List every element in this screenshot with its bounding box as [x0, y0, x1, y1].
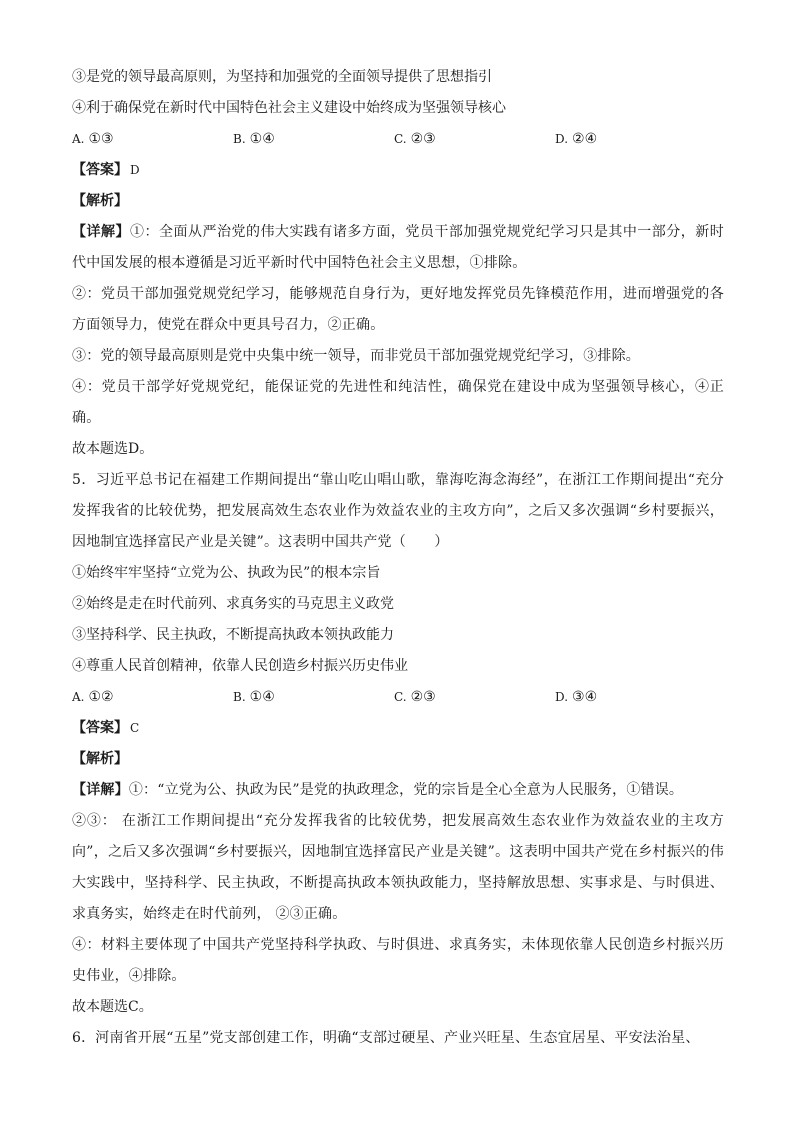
q5-detail-3: ④：材料主要体现了中国共产党坚持科学执政、与时俱进、求真务实，未体现依靠人民创造乡村振兴历史伟业，④排除。 [72, 937, 724, 984]
q5-option-c: C. ②③ [394, 689, 436, 705]
q5-options [72, 682, 724, 713]
q4-answer [72, 155, 724, 186]
q4-analysis-heading: 【解析】 [72, 193, 128, 209]
q5-analysis-heading: 【解析】 [72, 751, 128, 767]
answer-tag: 【答案】 [72, 720, 128, 736]
q4-option-b: B. ①④ [233, 131, 275, 147]
q4-item-4: ④利于确保党在新时代中国特色社会主义建设中始终成为坚强领导核心 [72, 100, 506, 116]
answer-tag: 【答案】 [72, 162, 128, 178]
q4-detail-4: ④：党员干部学好党规党纪，能保证党的先进性和纯洁性，确保党在建设中成为坚强领导核心，④正确。 [72, 379, 724, 426]
q5-option-a: A. ①② [72, 689, 114, 705]
q4-conclusion: 故本题选D。 [72, 441, 154, 457]
q4-option-c: C. ②③ [394, 131, 436, 147]
q4-options [72, 124, 724, 155]
q5-stem: 5．习近平总书记在福建工作期间提出“靠山吃山唱山歌，靠海吃海念海经”，在浙江工作期间提出“充分发挥我省的比较优势，把发展高效生态农业作为效益农业的主攻方向”，之后又多次强调“乡村要振兴，因地制宜选择富民产业是关键”。这表明中国共产党（ ） [72, 472, 724, 550]
q4-item-3: ③是党的领导最高原则，为坚持和加强党的全面领导提供了思想指引 [72, 69, 492, 85]
q6-stem: 6．河南省开展“五星”党支部创建工作，明确“支部过硬星、产业兴旺星、生态宜居星、平安法治星、 [72, 1030, 700, 1046]
q5-option-b: B. ①④ [233, 689, 275, 705]
answer-value: C [130, 721, 140, 735]
q5-item-3: ③坚持科学、民主执政，不断提高执政本领执政能力 [72, 627, 394, 643]
q4-detail-2: ②：党员干部加强党规党纪学习，能够规范自身行为，更好地发挥党员先锋模范作用，进而增强党的各方面领导力，使党在群众中更具号召力，②正确。 [72, 286, 724, 333]
q4-detail-1: 【详解】①：全面从严治党的伟大实践有诸多方面，党员干部加强党规党纪学习只是其中一部分，新时代中国发展的根本遵循是习近平新时代中国特色社会主义思想，①排除。 [72, 224, 724, 271]
answer-value: D [130, 163, 140, 177]
q5-conclusion: 故本题选C。 [72, 999, 153, 1015]
q5-option-d: D. ③④ [555, 689, 598, 705]
q5-answer [72, 713, 724, 744]
q5-detail-1: 【详解】①：“立党为公、执政为民”是党的执政理念，党的宗旨是全心全意为人民服务，①错误。 [72, 782, 684, 798]
q4-detail-3: ③：党的领导最高原则是党中央集中统一领导，而非党员干部加强党规党纪学习，③排除。 [72, 348, 640, 364]
q4-option-a: A. ①③ [72, 131, 114, 147]
q4-option-d: D. ②④ [555, 131, 598, 147]
q5-item-4: ④尊重人民首创精神，依靠人民创造乡村振兴历史伟业 [72, 658, 408, 674]
document-page [72, 62, 724, 1054]
q5-detail-2: ②③： 在浙江工作期间提出“充分发挥我省的比较优势，把发展高效生态农业作为效益农业的主攻方向”，之后又多次强调“乡村要振兴，因地制宜选择富民产业是关键”。这表明中国共产党在乡村振兴的伟大实践中，坚持科学、民主执政，不断提高执政本领执政能力，坚持解放思想、实事求是、与时俱进、求真务实，始终走在时代前列， ②③正确。 [72, 813, 724, 922]
q5-item-2: ②始终是走在时代前列、求真务实的马克思主义政党 [72, 596, 394, 612]
q5-item-1: ①始终牢牢坚持“立党为公、执政为民”的根本宗旨 [72, 565, 381, 581]
